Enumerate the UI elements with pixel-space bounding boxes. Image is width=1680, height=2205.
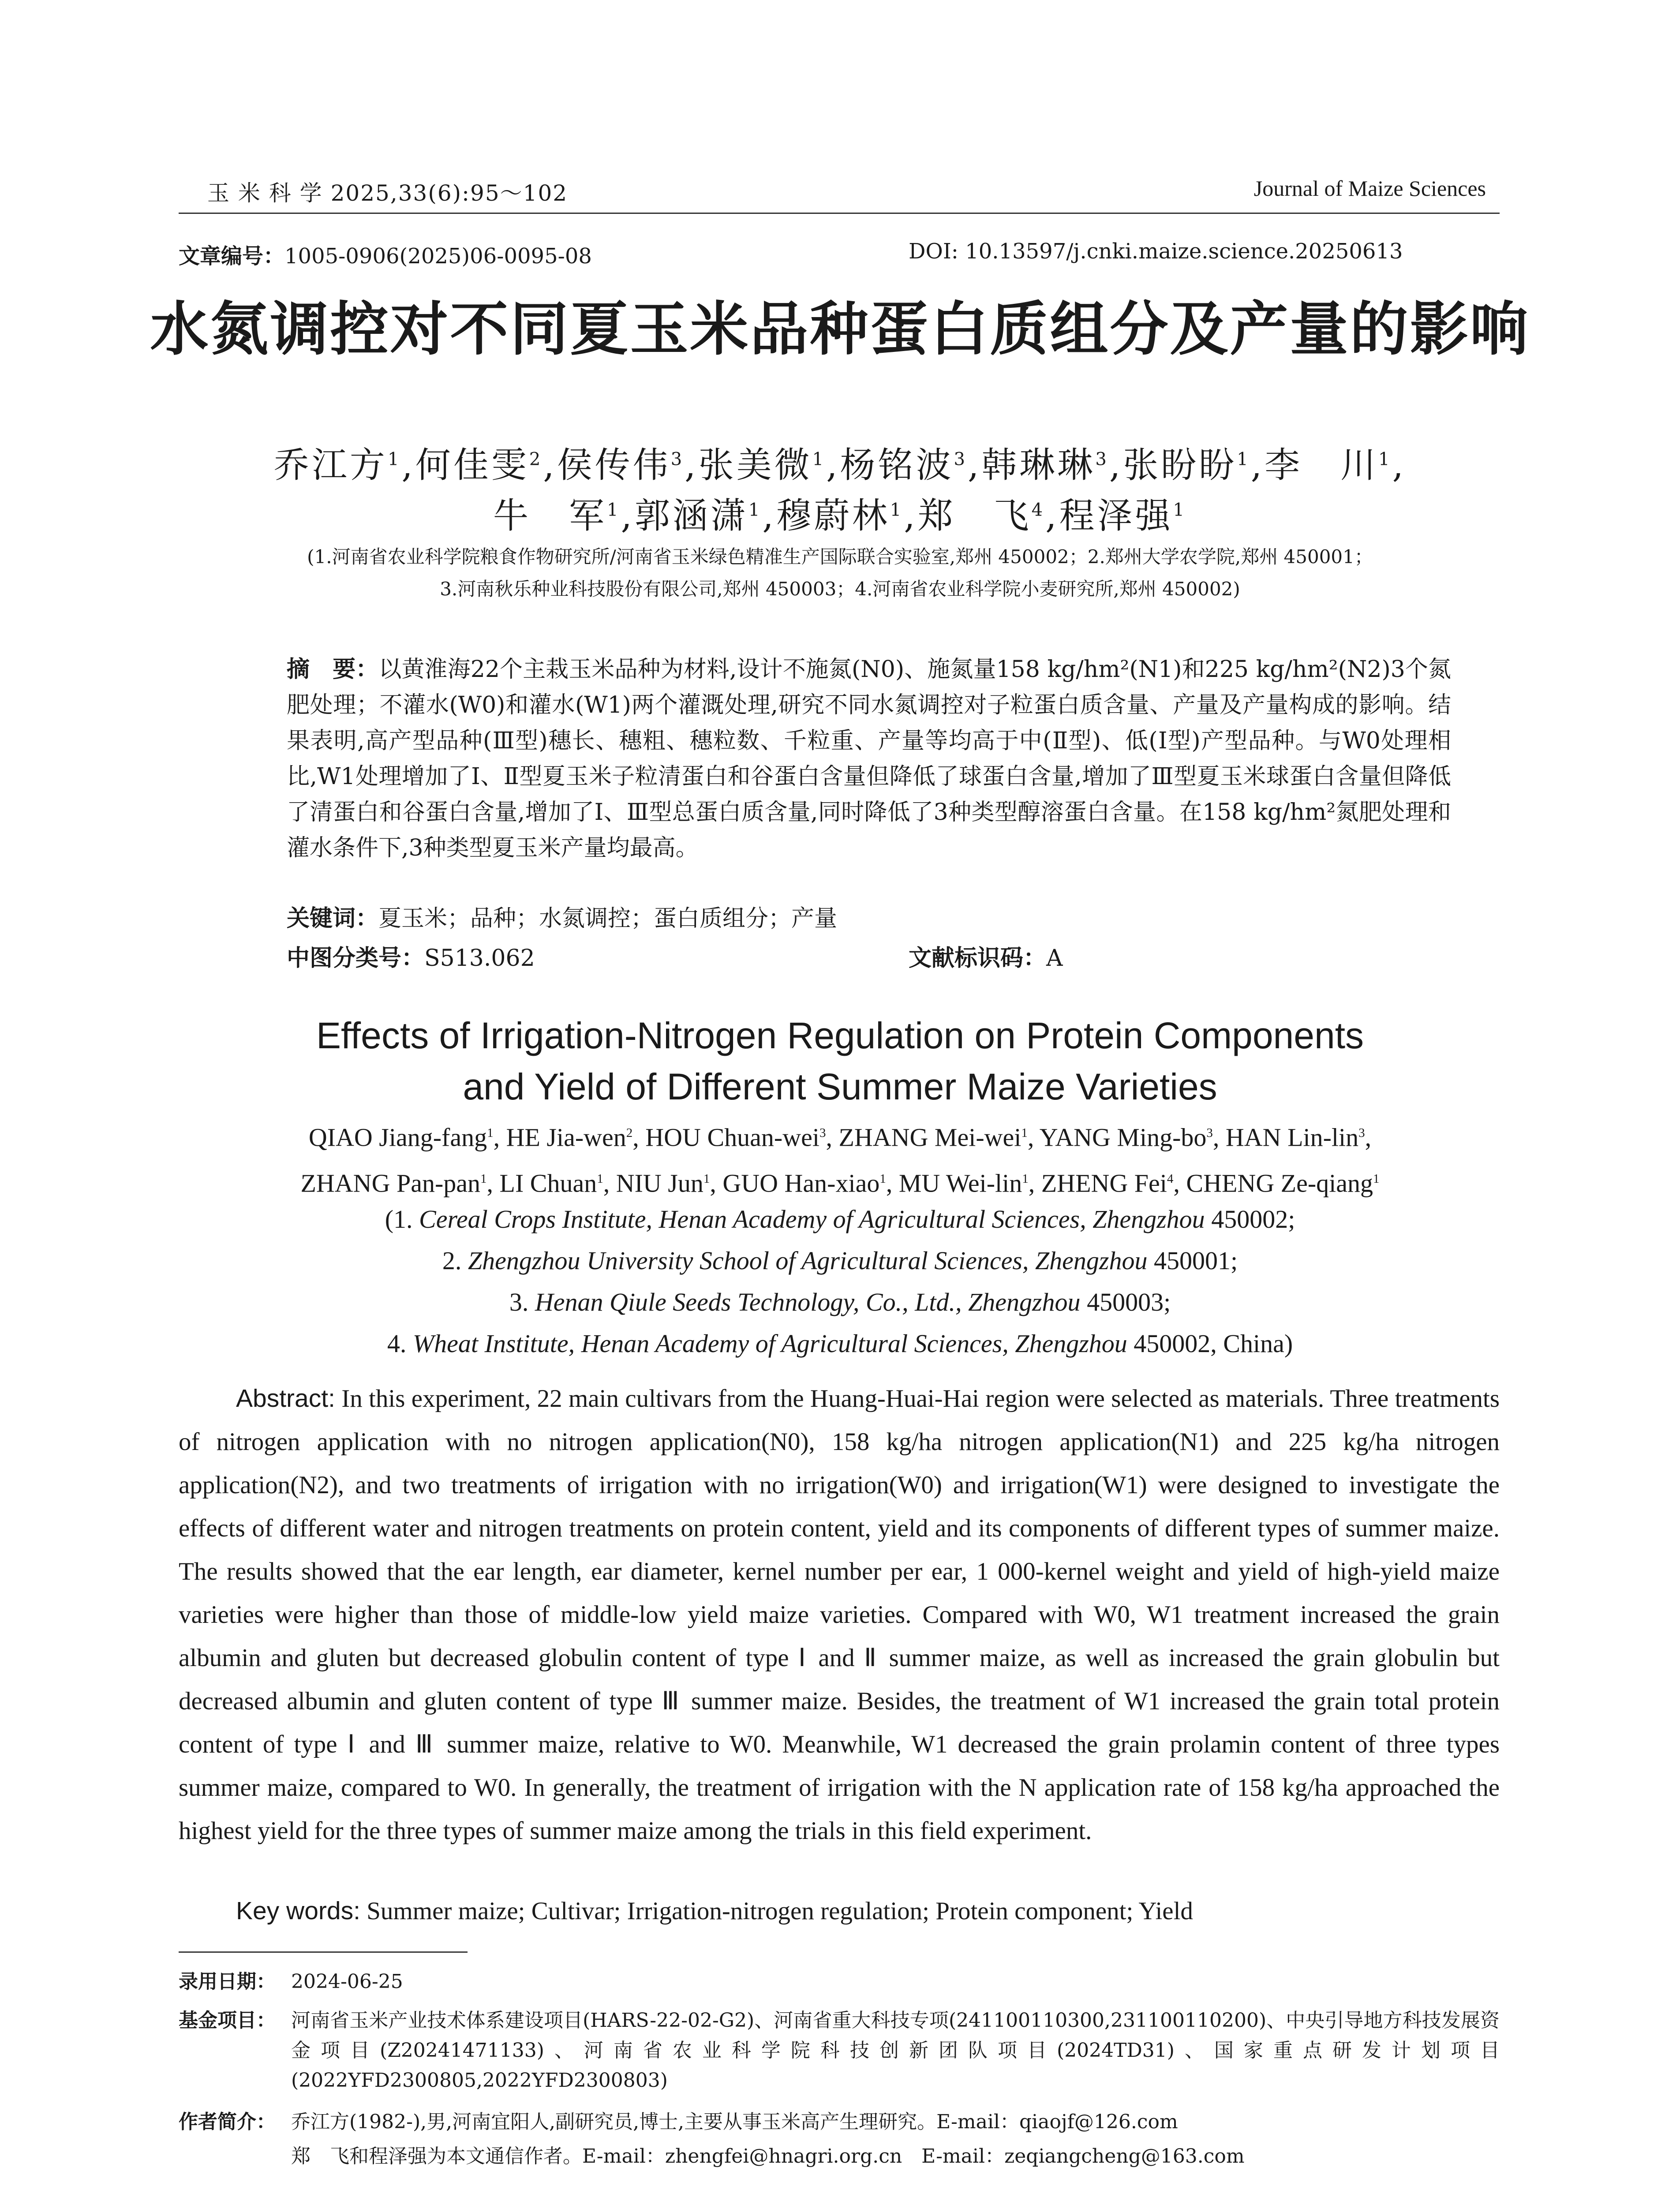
author-affiliation-mark: 1: [890, 500, 904, 520]
author-affiliation-mark: 3: [670, 449, 685, 470]
article-number: [179, 239, 592, 269]
author-affiliation-mark: 1: [480, 1172, 487, 1186]
author-name: ZHANG Pan-pan: [300, 1169, 481, 1198]
author-name: QIAO Jiang-fang: [308, 1123, 487, 1152]
affiliation-en-suffix: 450002;: [1205, 1205, 1295, 1233]
author-affiliation-mark: 1: [812, 449, 827, 470]
author-affiliation-mark: 1: [703, 1172, 710, 1186]
abstract-en-text: In this experiment, 22 main cultivars from the Huang-Huai-Hai region were selected as materials. Three treatments of nitrogen application with no nitrogen application(N0), 158 kg/ha nitrogen application(N1) and 225 kg/ha nitrogen application(N2), and two treatments of irrigation with no irrigation(W0) and irrigation(W1) were designed to investigate the effects of different water and nitrogen treatments on protein content, yield and its components of different types of summer maize. The results showed that the ear length, ear diameter, kernel number per ear, 1 000-kernel weight and yield of high-yield maize varieties were higher than those of middle-low yield maize varieties. Compared with W0, W1 treatment increased the grain albumin and gluten but decreased globulin content of type Ⅰ and Ⅱ summer maize, as well as increased the grain globulin but decreased albumin and gluten content of type Ⅲ summer maize. Besides, the treatment of W1 increased the grain total protein content of type Ⅰ and Ⅲ summer maize, relative to W0. Meanwhile, W1 decreased the grain prolamin content of three types summer maize, compared to W0. In generally, the treatment of irrigation with the N application rate of 158 kg/ha approached the highest yield for the three types of summer maize among the trials in this field experiment.: [179, 1385, 1500, 1845]
received-date: 2024-06-25: [291, 1970, 403, 1993]
author-name: ZHANG Mei-wei: [838, 1123, 1021, 1152]
affiliation-en-prefix: 2.: [442, 1246, 468, 1275]
author-bio-line1: 乔江方(1982-),男,河南宜阳人,副研究员,博士,主要从事玉米高产生理研究。E-mail：qiaojf@126.com: [291, 2111, 1178, 2133]
author-affiliation-mark: 2: [529, 449, 543, 470]
author-affiliation-mark: 3: [954, 449, 968, 470]
author-name: HOU Chuan-wei: [645, 1123, 819, 1152]
author-name: 韩琳琳: [981, 445, 1096, 486]
author-affiliation-mark: 1: [1021, 1126, 1028, 1140]
author-name: 张盼盼: [1123, 445, 1237, 486]
author-name: ZHENG Fei: [1041, 1169, 1167, 1198]
author-affiliation-mark: 1: [1373, 1172, 1380, 1186]
author-affiliation-mark: 1: [748, 500, 763, 520]
author-affiliation-mark: 1: [1173, 500, 1187, 520]
keywords-cn-text: 夏玉米；品种；水氮调控；蛋白质组分；产量: [378, 905, 838, 932]
author-name: YANG Ming-bo: [1039, 1123, 1207, 1152]
author-affiliation-mark: 1: [1378, 449, 1392, 470]
abstract-cn-label: 摘 要：: [287, 656, 379, 683]
author-name: 李 川: [1265, 445, 1379, 486]
author-affiliation-mark: 3: [1095, 449, 1109, 470]
author-affiliation-mark: 1: [1237, 449, 1251, 470]
clc-number: [287, 939, 535, 972]
author-name: 穆蔚林: [776, 495, 890, 536]
author-affiliation-mark: 4: [1031, 500, 1046, 520]
received-date-label: 录用日期：: [179, 1970, 276, 1993]
author-name: CHENG Ze-qiang: [1186, 1169, 1373, 1198]
authors-en-line1: QIAO Jiang-fang$^1$, HE Jia-wen$^2$, HOU Chuan-wei$^3$, ZHANG Mei-wei$^1$, YANG Ming-$bo^3$, HAN Lin-lin$^3$,: [308, 1123, 1372, 1152]
author-name: 程泽强: [1059, 495, 1173, 536]
affiliation-en-name: Henan Qiule Seeds Technology, Co., Ltd., Zhengzhou: [535, 1288, 1081, 1316]
title-en: [0, 1010, 1680, 1112]
authors-cn-line1: 乔江方$^1$,何佳雯$^2$,侯传伟$^3$,张美微$^1$,杨铭波$^3$,韩琳琳$^3$,张盼盼$^1$,李 川$^1$,: [273, 445, 1407, 486]
author-affiliation-mark: 1: [597, 1172, 603, 1186]
author-name: 郭涵潇: [634, 495, 748, 536]
author-name: 侯传伟: [557, 445, 671, 486]
author-name: LI Chuan: [499, 1169, 597, 1198]
abstract-en-label: Abstract:: [236, 1384, 335, 1413]
author-affiliation-mark: 3: [819, 1126, 826, 1140]
affiliation-cn-line1: (1.河南省农业科学院粮食作物研究所/河南省玉米绿色精准生产国际联合实验室,郑州 450002；2.郑州大学农学院,郑州 450001；: [307, 546, 1373, 568]
author-name: GUO Han-xiao: [722, 1169, 880, 1198]
author-affiliation-mark: 4: [1167, 1172, 1174, 1186]
author-name: MU Wei-lin: [898, 1169, 1022, 1198]
author-affiliation-mark: 1: [487, 1126, 494, 1140]
title-en-line2: and Yield of Different Summer Maize Varieties: [463, 1066, 1217, 1107]
clc-value: S513.062: [424, 945, 535, 972]
fund-text: 河南省玉米产业技术体系建设项目(HARS-22-02-G2)、河南省重大科技专项(241100110300,231100110200)、中央引导地方科技发展资金项目(Z20241471133)、河南省农业科学院科技创新团队项目(2024TD31)、国家重点研发计划项目(2022YFD2300805,2022YFD2300803): [291, 2009, 1500, 2092]
authors-en: [0, 1112, 1680, 1204]
affiliation-en-suffix: 450001;: [1147, 1246, 1238, 1275]
author-name: 张美微: [698, 445, 812, 486]
author-name: 何佳雯: [415, 445, 529, 486]
affiliation-en-name: Wheat Institute, Henan Academy of Agricultural Sciences, Zhengzhou: [412, 1329, 1127, 1358]
affiliation-en-prefix: 4.: [387, 1329, 413, 1358]
keywords-cn-label: 关键词：: [287, 905, 379, 932]
affiliation-en-name: Zhengzhou University School of Agricultural Sciences, Zhengzhou: [468, 1246, 1148, 1275]
keywords-cn: [287, 900, 837, 933]
clc-label: 中图分类号：: [287, 945, 425, 972]
author-affiliation-mark: 1: [879, 1172, 886, 1186]
affiliations-en: [0, 1199, 1680, 1364]
author-name: 杨铭波: [840, 445, 954, 486]
affiliation-en-prefix: 3.: [509, 1288, 535, 1316]
footnote-divider: [179, 1951, 468, 1953]
authors-en-line2: ZHANG Pan-pan$^1$, LI Chuan$^1$, NIU Jun$^1$, GUO Han-xiao$^1$, MU Wei-lin$^1$, ZHENG Fei$^4$, CHENG Ze-qiang$^1$: [300, 1169, 1380, 1198]
affiliation-en-prefix: (1.: [385, 1205, 419, 1233]
affiliation-en-suffix: 450003;: [1080, 1288, 1171, 1316]
fund-label: 基金项目：: [179, 2009, 276, 2032]
author-affiliation-mark: 1: [1022, 1172, 1029, 1186]
author-affiliation-mark: 1: [606, 500, 621, 520]
author-name: HE Jia-wen: [506, 1123, 626, 1152]
affiliation-en-line: [0, 1282, 1680, 1323]
affiliation-en-line: [0, 1199, 1680, 1240]
author-name: HAN Lin-lin: [1225, 1123, 1359, 1152]
author-name: 牛 军: [493, 495, 607, 536]
document-code-value: A: [1046, 945, 1063, 972]
affiliation-en-suffix: 450002, China): [1127, 1329, 1293, 1358]
authors-cn-line2: 牛 军$^1$,郭涵潇$^1$,穆蔚林$^1$,郑 飞$^4$,程泽强$^1$: [493, 495, 1187, 536]
author-affiliation-mark: 2: [626, 1126, 633, 1140]
author-name: NIU Jun: [616, 1169, 703, 1198]
article-number-label: 文章编号：: [179, 244, 285, 269]
abstract-cn-text: 以黄淮海22个主栽玉米品种为材料,设计不施氮(N0)、施氮量158 kg/hm²(N1)和225 kg/hm²(N2)3个氮肥处理；不灌水(W0)和灌水(W1)两个灌溉处理,研究不同水氮调控对子粒蛋白质含量、产量及产量构成的影响。结果表明,高产型品种(Ⅲ型)穗长、穗粗、穗粒数、千粒重、产量等均高于中(Ⅱ型)、低(Ⅰ型)产型品种。与W0处理相比,W1处理增加了Ⅰ、Ⅱ型夏玉米子粒清蛋白和谷蛋白含量但降低了球蛋白含量,增加了Ⅲ型夏玉米球蛋白含量但降低了清蛋白和谷蛋白含量,增加了Ⅰ、Ⅲ型总蛋白质含量,同时降低了3种类型醇溶蛋白含量。在158 kg/hm²氮肥处理和灌水条件下,3种类型夏玉米产量均最高。: [287, 656, 1451, 861]
author-affiliation-mark: 3: [1206, 1126, 1213, 1140]
affiliation-en-name: Cereal Crops Institute, Henan Academy of Agricultural Sciences, Zhengzhou: [419, 1205, 1205, 1233]
title-en-line1: Effects of Irrigation-Nitrogen Regulation on Protein Components: [316, 1015, 1364, 1056]
abstract-en: [179, 1377, 1500, 1853]
keywords-en-label: Key words:: [236, 1897, 360, 1925]
keywords-en-text: Summer maize; Cultivar; Irrigation-nitrogen regulation; Protein component; Yield: [367, 1897, 1193, 1925]
journal-header-en: Journal of Maize Sciences: [1253, 176, 1486, 201]
title-cn: 水氮调控对不同夏玉米品种蛋白质组分及产量的影响: [150, 295, 1530, 363]
affiliation-en-line: [0, 1240, 1680, 1282]
document-code: [909, 939, 1063, 972]
author-name: 郑 飞: [917, 495, 1032, 536]
author-bio-line2: 郑 飞和程泽强为本文通信作者。E-mail：zhengfei@hnagri.org.cn E-mail：zeqiangcheng@163.com: [291, 2145, 1245, 2168]
author-bio-label: 作者简介：: [179, 2111, 276, 2133]
author-affiliation-mark: 1: [387, 449, 402, 470]
keywords-en: [236, 1896, 1193, 1925]
author-affiliation-mark: 3: [1358, 1126, 1365, 1140]
doi: DOI: 10.13597/j.cnki.maize.science.20250613: [909, 239, 1403, 264]
journal-header-cn: 玉 米 科 学 2025,33(6):95～102: [207, 180, 568, 206]
author-name: 乔江方: [273, 445, 388, 486]
affiliation-cn-line2: 3.河南秋乐种业科技股份有限公司,郑州 450003；4.河南省农业科学院小麦研究所,郑州 450002): [440, 578, 1240, 600]
abstract-cn: [287, 652, 1451, 866]
header-divider: [179, 213, 1500, 214]
document-code-label: 文献标识码：: [909, 945, 1047, 972]
affiliation-en-line: [0, 1323, 1680, 1364]
article-number-value: 1005-0906(2025)06-0095-08: [284, 244, 592, 269]
